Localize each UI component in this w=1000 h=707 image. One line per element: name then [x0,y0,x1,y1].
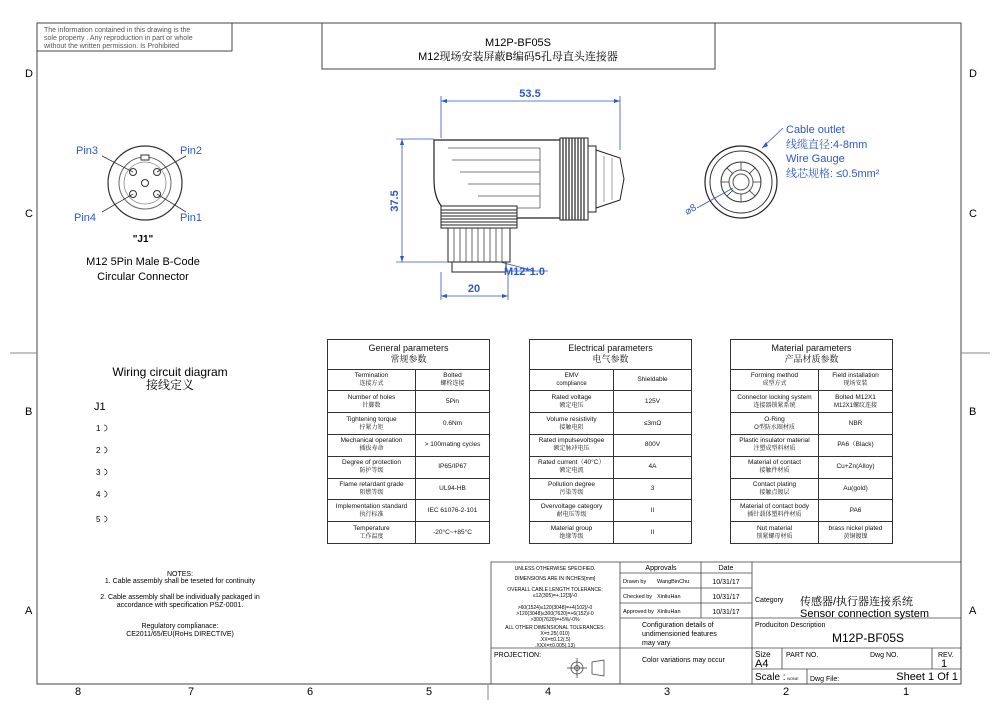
table-row [530,369,692,391]
param-value-text: IP65/IP67 [438,463,467,471]
tb-color-note: Color variations may occur [642,657,725,664]
tb-other: ALL OTHER DIMENSIONAL TOLERANCES: [505,625,605,631]
param-value-cn: M12X1螺纹连接 [833,402,877,409]
tb-drawn: Drawn by [623,579,647,585]
param-value-text: 3 [650,484,655,492]
param-value [416,434,490,456]
tb-projection: PROJECTION: [494,652,542,659]
pin-label: Pin1 [180,212,203,224]
param-name [731,456,819,478]
note-1: 1. Cable assembly shall be teseted for continuity [104,578,256,585]
param-value-text: brass nickel plated [828,524,883,532]
tb-product: M12P-BF05S [831,631,905,645]
param-name-cn: 防护等级 [359,468,384,475]
param-value [614,522,692,544]
param-name [530,413,614,435]
table-row [328,369,490,391]
param-value-text: Field installation [832,371,879,379]
tb-part-no: PART NO. [786,652,819,659]
param-value [614,500,692,522]
wiring-title: Wiring circuit diagram [112,365,228,379]
tb-approved: Approved by [623,609,654,615]
cable-note: 线芯规格: ≤0.5mm² [786,168,880,180]
param-name [731,500,819,522]
row-label: A [969,605,977,617]
param-name-en: Pollution degree [548,480,595,488]
dim-height: 37.5 [389,190,401,212]
table-row [530,413,692,435]
param-value [614,391,692,413]
param-value-cn: 现场安装 [843,380,868,387]
projection-symbol [567,658,604,678]
param-name-en: Rated voltage [551,393,592,401]
param-value [819,434,893,456]
regulatory-value: CE2011/65/EU(RoHs DIRECTIVE) [126,631,234,638]
tb-date-1: 10/31/17 [712,579,740,586]
table-row [731,434,893,456]
dim-thread: M12*1.0 [504,266,545,278]
param-value [614,456,692,478]
wiring-pin: 1 [96,424,101,433]
param-value [416,500,490,522]
wiring-pin: 5 [96,515,101,524]
param-value-text: II [650,506,655,514]
param-value-text: NBR [848,419,863,427]
param-value [819,369,893,391]
tb-scale: Scale : [755,672,786,683]
param-value-text: > 100mating cycles [424,441,481,449]
table-row [530,500,692,522]
param-name [328,522,416,544]
param-value-text: PA6 [849,506,862,514]
param-name-en: Termination [354,371,389,379]
col-label: 8 [75,686,82,698]
table-row [731,456,893,478]
param-name [530,500,614,522]
param-name [530,369,614,391]
param-name-cn: 耐电压等级 [556,511,587,518]
table-row [731,478,893,500]
param-name-en: Number of holes [347,393,396,401]
param-name [328,478,416,500]
tb-dims: DIMENSIONS ARE IN INCHES[mm] [514,576,596,582]
param-name-cn: O型防水圈材质 [754,424,795,431]
param-name-cn: 接触电阻 [559,424,584,431]
param-name-cn: 绝缘等级 [559,533,584,540]
param-name-en: Connector locking system [737,393,812,401]
table-title: Material parameters 产品材质参数 [731,340,893,370]
table-row [530,478,692,500]
param-value [819,456,893,478]
col-label: 2 [783,686,790,698]
param-name [328,391,416,413]
param-name [328,434,416,456]
param-value-cn: 黄铜镀镍 [843,533,868,540]
param-name-cn: 额定电压 [559,402,584,409]
wiring-pin-list [96,424,101,524]
table-title: Electrical parameters 电气参数 [530,340,692,370]
param-name [328,369,416,391]
param-name [731,391,819,413]
param-name-cn: compliance [556,380,587,387]
tb-date: Date [718,565,734,572]
tolerance-notes [505,566,605,649]
param-value-text: ≤3mΩ [643,419,662,427]
table-row [530,391,692,413]
dim-width: 20 [467,283,481,295]
param-name-en: Volume resistivity [546,415,597,423]
pin-label: Pin2 [180,145,203,157]
param-value [614,478,692,500]
table-row [530,522,692,544]
param-value-text: 125V [644,397,661,405]
param-name-cn: 接触件材质 [759,468,790,475]
param-value-text: Au(gold) [843,484,868,492]
note-2: accordance with specification PSZ-0001. [116,602,244,609]
param-name [530,478,614,500]
param-name-en: O-Ring [764,415,785,423]
tb-overall: OVERALL CABLE LENGTH TOLERANCE: [507,587,603,593]
param-name-cn: 工作温度 [359,533,384,540]
col-label: 5 [426,686,433,698]
notice-line: without the written permission. Is Prohibited [44,43,180,50]
param-value [416,522,490,544]
param-name-en: Flame retardant grade [339,480,404,488]
param-name [328,413,416,435]
connector-description: M12 5Pin Male B-Code [86,256,200,268]
col-label: 4 [545,686,552,698]
param-name-en: Implementation standard [335,502,408,510]
param-name-en: Material of contact body [739,502,809,510]
wiring-connector: J1 [94,401,106,413]
param-value-text: Bolted M12X1 [835,393,876,401]
param-name-cn: 阻燃等级 [359,489,384,496]
cable-note: Cable outlet [786,124,845,136]
table-row [530,456,692,478]
row-label: A [25,605,33,617]
table-row [328,500,490,522]
param-value [819,478,893,500]
row-label: B [969,406,977,418]
param-name-cn: 锁紧螺母材质 [756,533,793,540]
table-row [731,500,893,522]
param-name-cn: 插拔寿命 [359,446,384,453]
connector-description: Circular Connector [97,271,189,283]
tb-date-2: 10/31/17 [712,594,740,601]
tb-tol: .XXX=±0.005(.13) [535,643,575,649]
param-name-en: Temperature [353,524,390,532]
param-name [731,478,819,500]
tb-scale-value: NONE [787,676,799,681]
tb-sheet: Sheet 1 Of 1 [896,671,958,683]
param-name-cn: 连接器锁紧系统 [753,402,796,409]
param-value [614,413,692,435]
param-name [731,522,819,544]
param-value [416,391,490,413]
param-value-text: PA6（Black) [837,441,874,449]
param-name-en: Tightening torque [346,415,397,423]
row-label: D [969,68,977,80]
row-label: C [25,208,33,220]
row-label: C [969,208,977,220]
param-name [530,522,614,544]
title-description: M12现场安装屏蔽B编码5孔母直头连接器 [418,51,618,63]
param-name-en: Plastic insulator material [739,437,810,445]
param-value [819,522,893,544]
tb-rev: REV. [938,652,954,659]
param-name-cn: 执行标准 [359,511,384,518]
param-name-en: Mechanical operation [340,437,403,445]
param-value [416,413,490,435]
param-name-en: Rated impulsevoltsgee [538,437,605,445]
tb-category: Category [755,597,784,604]
tb-config: undimensioned features [642,631,717,638]
param-name [731,413,819,435]
table-row [328,522,490,544]
param-name-cn: 额定电流 [559,468,584,475]
tb-tol: >120(3048)≤300(7620)=+6(152)/-0 [516,611,594,617]
param-name-en: Rated current（40°C） [538,459,605,467]
param-name [328,456,416,478]
wiring-title-cn: 接线定义 [145,378,195,392]
param-name-en: Degree of protection [342,459,401,467]
param-value-text: Cu+Zn(Alloy) [836,463,875,471]
param-name-en: Material of contact [747,459,802,467]
table-row [731,391,893,413]
param-value-text: UL94-HB [439,484,466,492]
param-name-cn: 拧紧力矩 [359,424,384,431]
param-name [731,369,819,391]
param-name-en: Material group [550,524,593,532]
table-row [328,478,490,500]
tb-tol: .XX=±0.12(.5) [539,637,571,643]
tb-category-en: Sensor connection system [800,608,930,620]
tb-tol: ≤12(305)=+.12[3]/-0 [532,593,578,599]
param-value-cn: 螺栓连接 [440,380,465,387]
connector-end-view [697,128,783,218]
param-value [819,391,893,413]
tb-config: may vary [642,640,671,647]
tb-tol: >300(7620)=+5%/-0% [530,617,580,623]
param-name-cn: 成型方式 [762,380,787,387]
param-value [416,456,490,478]
row-label: B [25,406,33,418]
param-value [416,369,490,391]
cable-note: Wire Gauge [786,153,845,165]
param-name [328,500,416,522]
param-name-en: Forming method [750,371,799,379]
wiring-pin: 4 [96,490,101,499]
tb-size: Size [755,650,771,659]
notice-line: The information contained in this drawing is the [44,27,191,34]
param-value-text: 800V [644,441,661,449]
general-parameters-table [327,339,490,544]
param-value [819,413,893,435]
table-row [530,434,692,456]
dim-diameter: ⌀8 [683,202,699,218]
param-value-text: -20°C~+85°C [433,528,472,536]
connector-id: "J1" [132,234,154,245]
table-title: General parameters 常规参数 [328,340,490,370]
tb-checked-name: XinliuHan [657,594,681,600]
param-value-text: 0.6Nm [442,419,463,427]
tb-approved-name: XinliuHan [657,609,681,615]
tb-unless: UNLESS OTHERWISE SPECIFIED. [514,566,596,572]
pin-label: Pin4 [74,212,97,224]
table-row [328,434,490,456]
row-label: D [25,68,33,80]
tb-rev-value: 1 [940,658,948,670]
dim-length: 53.5 [519,88,541,100]
col-label: 1 [903,686,910,698]
material-parameters-table [730,339,893,544]
wiring-pin: 2 [96,446,101,455]
param-name-en: Contact plating [752,480,797,488]
tb-prod-desc: Produciton Description [755,622,826,629]
table-row [731,369,893,391]
param-value-text: IEC 61076-2-101 [427,506,478,514]
notes-title: NOTES: [166,571,194,578]
tb-date-3: 10/31/17 [712,609,740,616]
param-value [416,478,490,500]
tb-category-cn: 传感器/执行器连接系统 [800,596,914,608]
col-label: 7 [188,686,195,698]
note-2: 2. Cable assembly shall be individually packaged in [100,594,260,601]
param-name [530,434,614,456]
tb-tol: X=±.25(.010) [540,631,570,637]
param-name-cn: 连接方式 [359,380,384,387]
param-value [614,434,692,456]
param-name-en: Nut material [756,524,793,532]
col-label: 3 [664,686,671,698]
param-name [731,434,819,456]
param-value-text: Shieldable [637,375,668,383]
tb-dwg-file: Dwg File: [810,676,840,683]
param-value [819,500,893,522]
param-value-text: 5Pin [446,397,460,405]
notice-line: sole property . Any reproduction in part or whole [44,35,193,42]
col-label: 6 [307,686,314,698]
title-part-number: M12P-BF05S [484,37,552,49]
param-name-cn: 接触点镀层 [759,489,790,496]
param-value-text: II [650,528,655,536]
param-name-cn: 插针载体塑料件材质 [747,511,802,518]
tb-size-value: A4 [755,658,769,670]
cable-note: 线缆直径:4-8mm [786,139,868,151]
param-name-cn: 注塑成型料材质 [753,446,796,453]
param-name [530,391,614,413]
param-value-text: Bolted [443,371,462,379]
param-name-cn: 针脚数 [362,402,381,409]
table-row [731,413,893,435]
electrical-parameters-table [529,339,692,544]
param-name-en: Overvoltage category [540,502,603,510]
regulatory-label: Regulatory complianace: [141,623,219,630]
param-value [614,369,692,391]
param-name-cn: 污染等级 [559,489,584,496]
param-name [530,456,614,478]
tb-dwg-no: Dwg NO. [870,652,899,659]
pin-face-view [102,146,186,220]
table-row [328,456,490,478]
tb-checked: Checked by [623,594,653,600]
tb-config: Configuration details of [642,622,714,629]
param-name-en: EMV [564,371,579,379]
wiring-pin: 3 [96,468,101,477]
param-value-text: 4A [648,463,657,471]
tb-drawn-name: WangBinChu [657,579,690,585]
table-row [731,522,893,544]
pin-label: Pin3 [76,145,99,157]
tb-tol: >60(1524)≤120(3048)=+4(102)/-0 [517,605,593,611]
param-name-cn: 额定脉冲电压 [553,446,590,453]
table-row [328,413,490,435]
tb-approvals: Approvals [645,565,677,572]
table-row [328,391,490,413]
